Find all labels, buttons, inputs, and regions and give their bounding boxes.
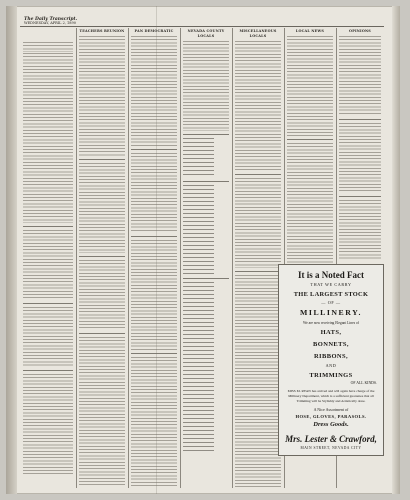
column-rule [79,333,125,334]
text-block [235,275,281,488]
column-3 [128,28,181,488]
ad-largest-stock: THE LARGEST STOCK [293,291,369,298]
column-heading: NEVADA COUNTY LOCALS [187,29,225,38]
text-block [131,357,177,488]
column-rule [131,149,177,150]
masthead [20,14,384,27]
column-rule [287,139,333,140]
ad-all-kinds: OF ALL KINDS. [350,381,377,385]
column-4 [180,28,233,488]
column-heading: LOCAL NEWS [295,29,325,33]
ad-hose-gloves: HOSE, GLOVES, PARASOLS. [295,414,367,420]
ad-paragraph: MISS M. RYAN has arrived and will again have charge of the Millinery Department, which is a sufficient guarantee that all Trimming will be Stylishly and Artistically done. [287,389,375,403]
page-crease [156,6,157,494]
text-block [183,41,229,131]
list-block [183,138,214,178]
column-rule [131,353,177,354]
text-block [131,153,177,233]
page-binding [6,6,17,494]
column-rule [339,196,381,197]
text-block [79,36,125,156]
list-block [183,282,214,452]
ad-merchant-name: Mrs. Lester & Crawford, [285,434,377,445]
ad-subline: THAT WE CARRY [310,282,352,287]
column-rule [183,181,229,182]
text-block [287,36,333,136]
column-rule [23,303,73,304]
column-rule [235,174,281,175]
list-block [183,185,214,275]
text-block [79,163,125,253]
column-rule [131,236,177,237]
column-rule [183,278,229,279]
ad-millinery: MILLINERY. [300,308,362,317]
text-block [131,36,177,146]
column-1 [20,28,77,488]
millinery-advertisement [278,264,384,456]
masthead-title: The Daily Transcript. [24,17,78,22]
column-rule [79,159,125,160]
newspaper-page [6,6,400,494]
column-heading: TEACHERS REUNION [79,29,125,33]
column-rule [339,119,381,120]
ad-address: MAIN STREET, NEVADA CITY [300,446,362,451]
text-block [23,374,73,474]
ad-assortment: A Nice Assortment of [313,407,349,413]
ad-receiving: We are now receiving Elegant Lines of [303,321,359,325]
ad-hats: HATS, [320,329,342,336]
column-rule [23,226,73,227]
column-heading: OPINIONS [349,29,371,33]
column-rule [235,271,281,272]
ad-trimmings: TRIMMINGS [309,372,353,379]
text-block [79,260,125,330]
column-rule [79,256,125,257]
column-2 [76,28,129,488]
text-block [23,53,73,223]
text-block [79,337,125,487]
text-block [287,143,333,263]
text-block [23,307,73,367]
text-block [339,123,381,193]
page-edge [392,6,400,494]
column-rule [23,370,73,371]
text-block [131,240,177,350]
ad-dress-goods: Dress Goods. [313,421,349,429]
masthead-date: WEDNESDAY, APRIL 2, 1890 [24,21,76,25]
column-rule [183,134,229,135]
ad-of: — OF — [321,300,341,305]
ad-and: AND [325,363,337,368]
ad-bonnets: BONNETS, [313,341,349,348]
text-block [23,230,73,300]
text-block [23,42,73,52]
text-block [339,200,381,260]
text-block [339,36,381,116]
column-heading: MISCELLANEOUS LOCALS [239,29,277,38]
column-heading: PAN DEMOCRATIC [134,29,174,33]
text-block [235,41,281,171]
text-block [235,178,281,268]
ad-ribbons: RIBBONS, [313,353,349,360]
ad-headline: It is a Noted Fact [298,270,364,280]
